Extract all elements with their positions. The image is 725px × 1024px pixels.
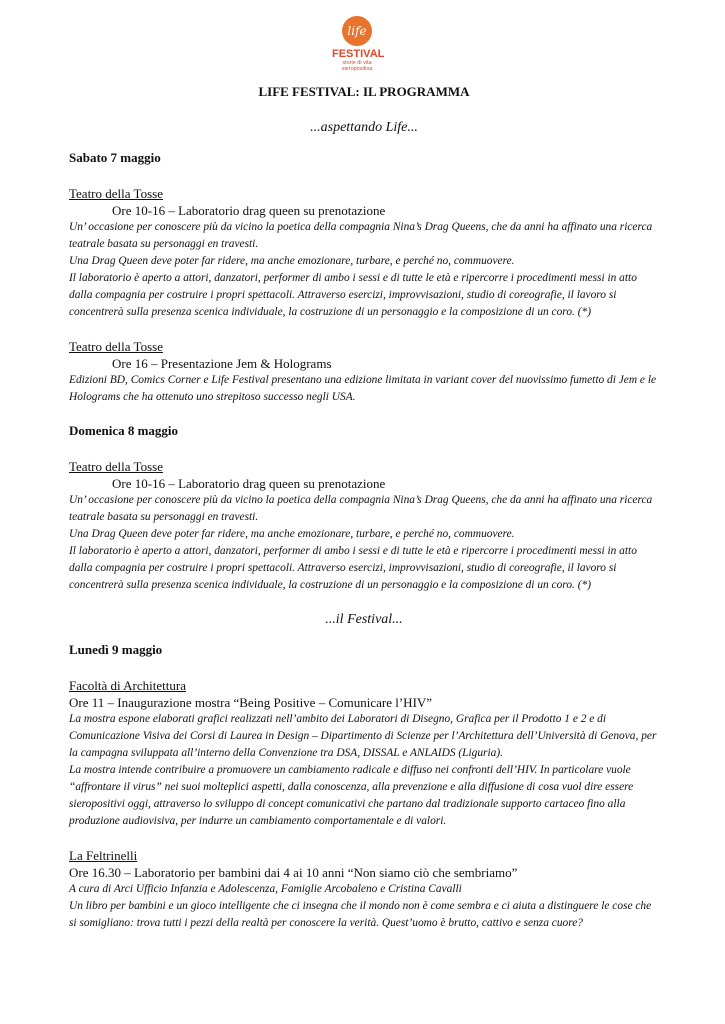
event-block [69, 458, 659, 594]
event-description [69, 711, 659, 830]
program-content [69, 84, 659, 949]
day-heading: Lunedì 9 maggio [69, 642, 163, 657]
description-paragraph: Un’ occasione per conoscere più da vicino la poetica della compagnia Nina’s Drag Queens, che da anni ha affinato una ricerca teatrale basata su personaggi en travesti. [69, 494, 653, 523]
event-description [69, 492, 659, 594]
event-block [69, 677, 659, 830]
section-heading-pre-festival: ...aspettando Life... [310, 120, 418, 135]
event-time-title: Ore 10-16 – Laboratorio drag queen su prenotazione [112, 476, 386, 491]
day-heading: Sabato 7 maggio [69, 150, 161, 165]
description-paragraph: Un’ occasione per conoscere più da vicino la poetica della compagnia Nina’s Drag Queens, che da anni ha affinato una ricerca teatrale basata su personaggi en travesti. [69, 221, 653, 250]
section-heading-festival: ...il Festival... [325, 612, 403, 627]
event-time-title: Ore 10-16 – Laboratorio drag queen su prenotazione [112, 203, 386, 218]
logo-name: FESTIVAL [332, 48, 385, 60]
event-time-title: Ore 16 – Presentazione Jem & Holograms [112, 356, 332, 371]
description-paragraph: Una Drag Queen deve poter far ridere, ma anche emozionare, turbare, e perché no, commuovere. [69, 528, 515, 540]
event-time-title: Ore 16.30 – Laboratorio per bambini dai 4 ai 10 anni “Non siamo ciò che sembriamo” [69, 865, 518, 880]
day-heading: Domenica 8 maggio [69, 423, 179, 438]
event-description [69, 219, 659, 321]
pre-festival-days [69, 150, 659, 594]
logo-mark: life [342, 16, 372, 46]
description-paragraph: Il laboratorio è aperto a attori, danzatori, performer di ambo i sessi e di tutte le età e ripercorre i procedimenti messi in atto dalla compagnia per costruire i propri spettacoli. Attraverso esercizi, improvvisazioni, studio di coreografie, il lavoro si concentrerà sulla presenza scenica individuale, la costruzione di un personaggio e la composizione di un coro. (*) [69, 272, 637, 318]
event-venue: Teatro della Tosse [69, 186, 163, 201]
description-paragraph: Edizioni BD, Comics Corner e Life Festival presentano una edizione limitata in variant cover del nuovissimo fumetto di Jem e le Holograms che ha ottenuto uno strepitoso successo negli USA. [69, 374, 657, 403]
description-paragraph: A cura di Arci Ufficio Infanzia e Adolescenza, Famiglie Arcobaleno e Cristina Cavalli [69, 883, 462, 895]
event-block [69, 847, 659, 932]
festival-days [69, 642, 659, 932]
description-paragraph: Un libro per bambini e un gioco intelligente che ci insegna che il mondo non è come sembra e ci aiuta a distinguere le cose che si somigliano: trova tutti i pezzi della realtà per conoscere la verità. Quest’uomo è brutto, cattivo e senza cuore? [69, 900, 652, 929]
description-paragraph: Una Drag Queen deve poter far ridere, ma anche emozionare, turbare, e perché no, commuovere. [69, 255, 515, 267]
page-title: LIFE FESTIVAL: IL PROGRAMMA [258, 84, 470, 99]
event-venue: Teatro della Tosse [69, 339, 163, 354]
event-description [69, 372, 659, 406]
description-paragraph: La mostra intende contribuire a promuovere un cambiamento radicale e diffuso nei confronti dell’HIV. In particolare vuole “affrontare il virus” nei suoi molteplici aspetti, dalla conoscenza, alla prevenzione e alla diffusione di cosa vuol dire essere sieropositivi oggi, attraverso lo sviluppo di concept comunicativi che partano dal tradizionale supporto cartaceo fino alla produzione audiovisiva, per indurre un cambiamento comportamentale e di valori. [69, 764, 634, 827]
description-paragraph: Il laboratorio è aperto a attori, danzatori, performer di ambo i sessi e di tutte le età e ripercorre i procedimenti messi in atto dalla compagnia per costruire i propri spettacoli. Attraverso esercizi, improvvisazioni, studio di coreografie, il lavoro si concentrerà sulla presenza scenica individuale, la costruzione di un personaggio e la composizione di un coro. (*) [69, 545, 637, 591]
event-time-title: Ore 11 – Inaugurazione mostra “Being Positive – Comunicare l’HIV” [69, 695, 433, 710]
event-description [69, 881, 659, 932]
logo-tagline: storie di vita sieropositiva [341, 60, 373, 72]
event-venue: Teatro della Tosse [69, 459, 163, 474]
life-festival-logo [332, 16, 385, 74]
event-block [69, 185, 659, 321]
description-paragraph: La mostra espone elaborati grafici realizzati nell’ambito dei Laboratori di Disegno, Grafica per il Prodotto 1 e 2 e di Comunicazione Visiva dei Corsi di Laurea in Design – Dipartimento di Scienze per l’Architettura dell’Università di Genova, per la campagna sviluppata all’interno della Convenzione tra DSA, DISSAL e ANLAIDS (Liguria). [69, 713, 657, 759]
event-venue: Facoltà di Architettura [69, 678, 186, 693]
event-venue: La Feltrinelli [69, 848, 138, 863]
event-block [69, 338, 659, 406]
